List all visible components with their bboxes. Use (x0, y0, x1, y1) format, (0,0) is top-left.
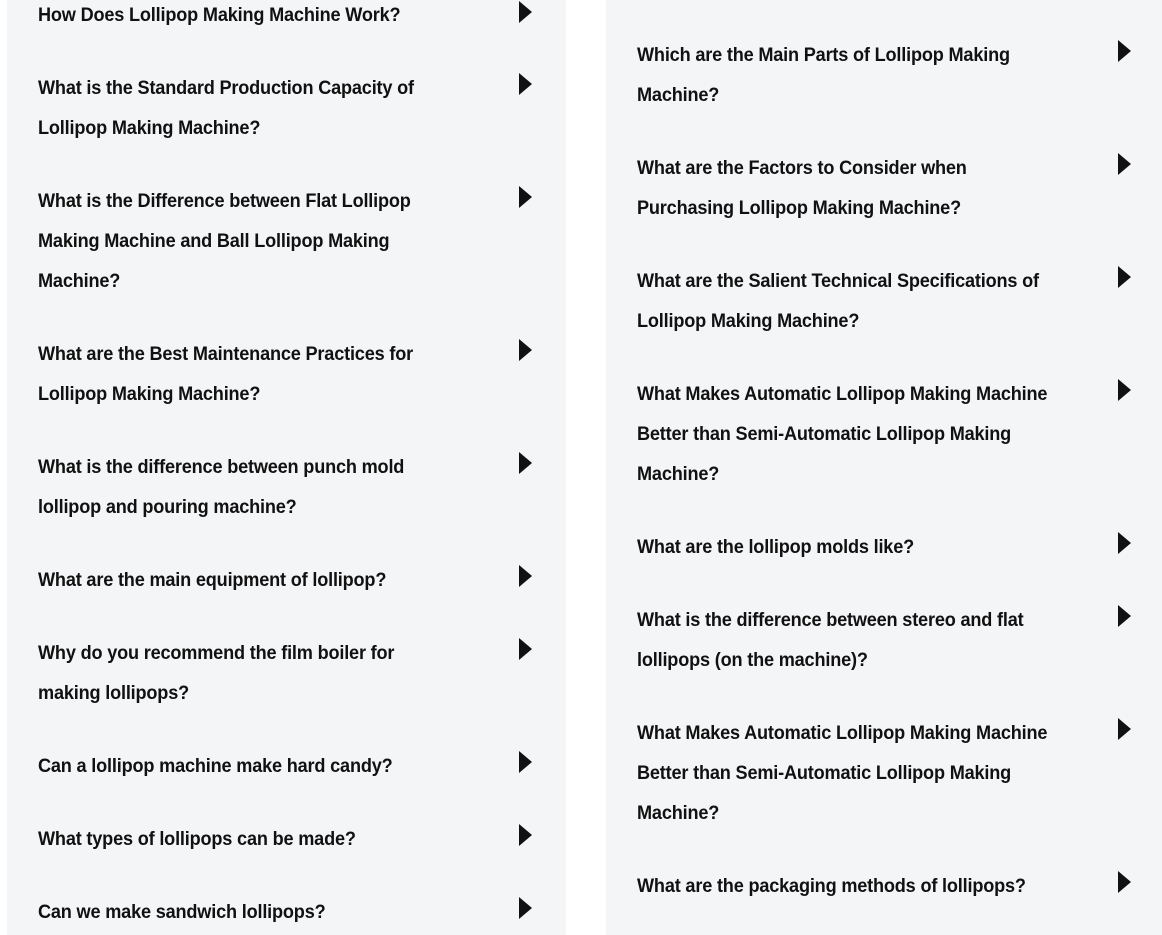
faq-question[interactable]: What Makes Automatic Lollipop Making Machine Better than Semi-Automatic Lollipop Making Machine? (637, 383, 1048, 485)
faq-question[interactable]: How Does Lollipop Making Machine Work? (38, 4, 401, 26)
faq-question[interactable]: Which are the Main Parts of Lollipop Making Machine? (637, 44, 1010, 106)
caret-right-icon[interactable] (519, 638, 532, 660)
caret-right-icon[interactable] (519, 73, 532, 95)
caret-right-icon[interactable] (519, 339, 532, 361)
caret-right-icon[interactable] (1118, 871, 1131, 893)
caret-right-icon[interactable] (1118, 266, 1131, 288)
caret-right-icon[interactable] (519, 824, 532, 846)
faq-question[interactable]: What are the Best Maintenance Practices for Lollipop Making Machine? (38, 343, 413, 405)
caret-right-icon[interactable] (519, 452, 532, 474)
faq-question[interactable]: What are the packaging methods of lollipops? (637, 875, 1026, 897)
faq-question[interactable]: What is the Standard Production Capacity of Lollipop Making Machine? (38, 77, 414, 139)
caret-right-icon[interactable] (1118, 379, 1131, 401)
faq-question[interactable]: What is the Difference between Flat Lollipop Making Machine and Ball Lollipop Making Machine? (38, 190, 411, 292)
faq-column-left (7, 0, 566, 935)
faq-question[interactable]: Why do you recommend the film boiler for making lollipops? (38, 642, 395, 704)
caret-right-icon[interactable] (1118, 153, 1131, 175)
faq-question[interactable]: What is the difference between punch mold lollipop and pouring machine? (38, 456, 405, 518)
caret-right-icon[interactable] (519, 1, 532, 23)
caret-right-icon[interactable] (1118, 605, 1131, 627)
faq-question[interactable]: Can a lollipop machine make hard candy? (38, 755, 393, 777)
caret-right-icon[interactable] (1118, 532, 1131, 554)
caret-right-icon[interactable] (519, 897, 532, 919)
caret-right-icon[interactable] (1118, 40, 1131, 62)
faq-question[interactable]: What types of lollipops can be made? (38, 828, 356, 850)
faq-question[interactable]: What are the lollipop molds like? (637, 536, 915, 558)
faq-question[interactable]: What are the main equipment of lollipop? (38, 569, 387, 591)
caret-right-icon[interactable] (519, 565, 532, 587)
faq-question[interactable]: What Makes Automatic Lollipop Making Machine Better than Semi-Automatic Lollipop Making Machine? (637, 722, 1048, 824)
caret-right-icon[interactable] (519, 186, 532, 208)
caret-right-icon[interactable] (519, 751, 532, 773)
faq-column-right (606, 0, 1162, 935)
faq-question[interactable]: What are the Salient Technical Specifications of Lollipop Making Machine? (637, 270, 1039, 332)
faq-question[interactable]: Can we make sandwich lollipops? (38, 901, 326, 923)
faq-question[interactable]: What is the difference between stereo and flat lollipops (on the machine)? (637, 609, 1024, 671)
faq-question[interactable]: What are the Factors to Consider when Purchasing Lollipop Making Machine? (637, 157, 967, 219)
caret-right-icon[interactable] (1118, 718, 1131, 740)
